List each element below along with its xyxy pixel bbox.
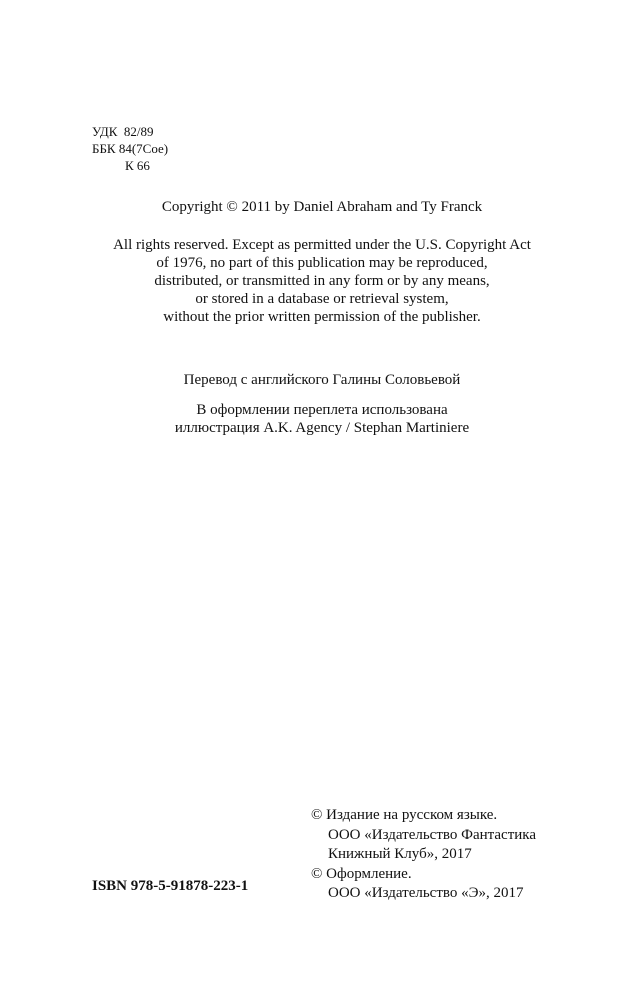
copyright-line: Copyright © 2011 by Daniel Abraham and Ty Franck <box>161 199 483 215</box>
rights-line: All rights reserved. Except as permitted under the U.S. Copyright Act <box>113 237 531 253</box>
classification-codes <box>92 123 168 174</box>
edition-copyright-line: © Издание на русском языке. <box>311 807 498 823</box>
publisher-name-line: ООО «Издательство Фантастика <box>328 826 537 843</box>
rights-line: of 1976, no part of this publication may be reproduced, <box>156 255 488 271</box>
publisher-name-line: ООО «Издательство «Э», 2017 <box>328 885 524 901</box>
rights-statement <box>0 236 644 326</box>
bbk-code: ББК 84(7Сое) <box>92 141 169 156</box>
publisher-notice <box>311 806 536 904</box>
cover-credit-line: иллюстрация A.K. Agency / Stephan Martiniere <box>174 420 470 436</box>
rights-line: or stored in a database or retrieval system, <box>195 291 449 307</box>
design-copyright-line: © Оформление. <box>311 865 412 882</box>
translation-credit <box>0 370 644 390</box>
rights-line: without the prior written permission of the publisher. <box>163 309 481 325</box>
udk-code: УДК 82/89 <box>92 124 154 139</box>
cover-design-credit <box>0 401 644 437</box>
publisher-name-line: Книжный Клуб», 2017 <box>328 846 472 862</box>
rights-line: distributed, or transmitted in any form or by any means, <box>154 273 490 289</box>
cover-credit-line: В оформлении переплета использована <box>196 402 448 418</box>
author-mark: К 66 <box>125 158 150 173</box>
isbn: ISBN 978-5-91878-223-1 <box>92 878 249 894</box>
translator-line: Перевод с английского Галины Соловьевой <box>183 372 461 388</box>
copyright-notice <box>0 197 644 217</box>
